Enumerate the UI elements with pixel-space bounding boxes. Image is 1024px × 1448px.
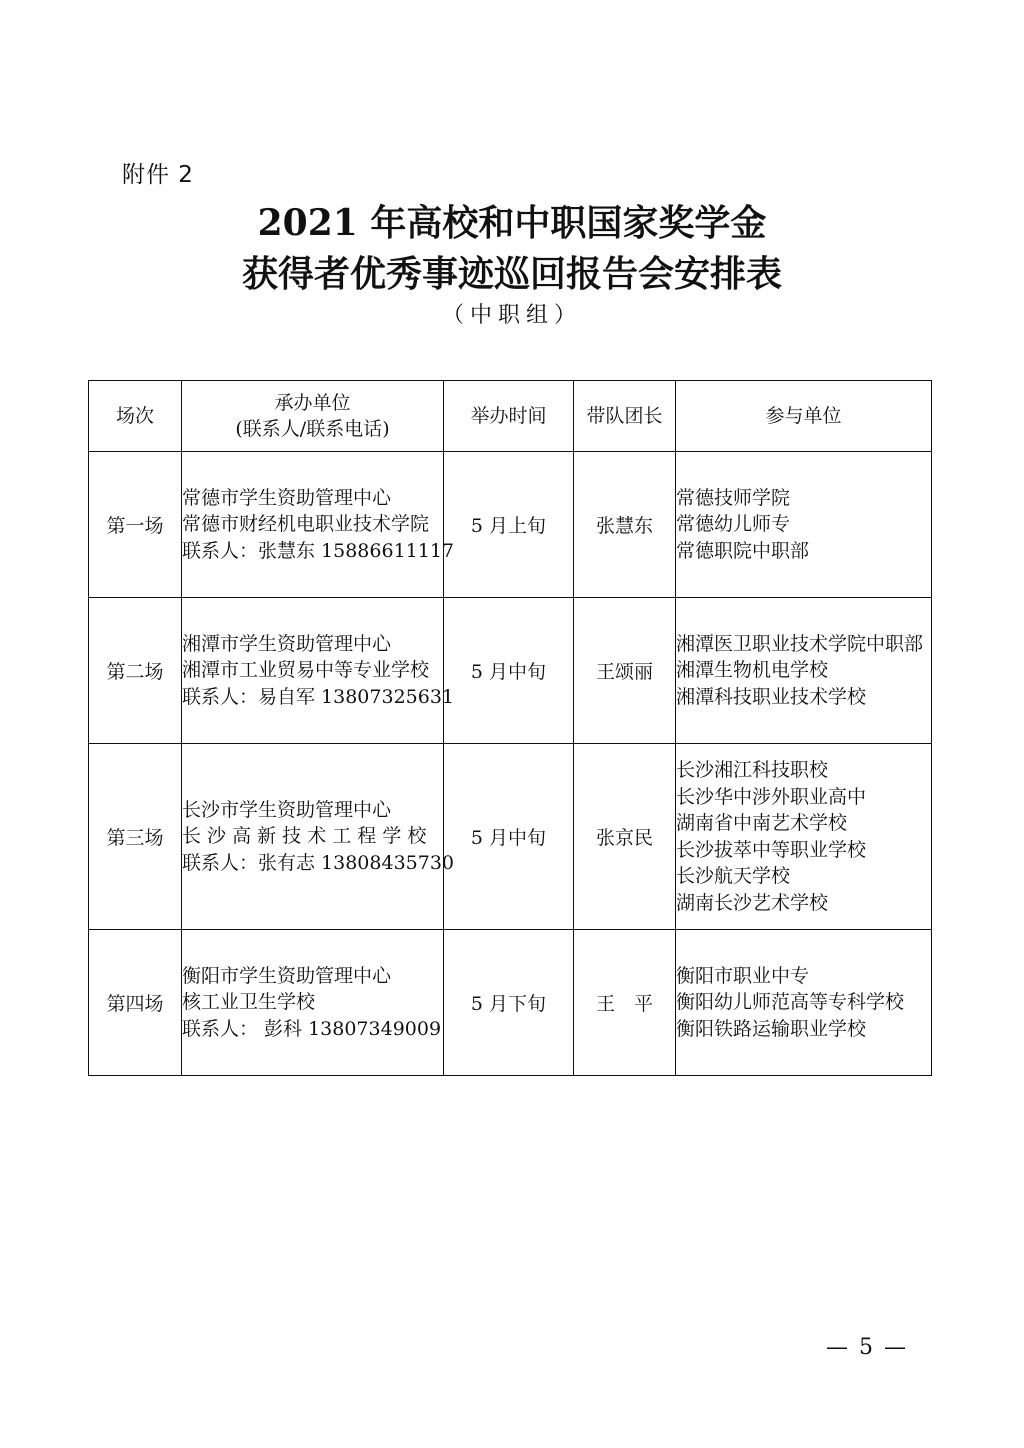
participant-line: 湖南省中南艺术学校 bbox=[676, 812, 848, 834]
header-host-line-1: 承办单位 bbox=[274, 391, 351, 414]
participant-line: 衡阳市职业中专 bbox=[676, 964, 810, 987]
participant-line: 衡阳幼儿师范高等专科学校 bbox=[676, 991, 905, 1014]
participant-line: 常德职院中职部 bbox=[676, 539, 810, 562]
host-cell bbox=[182, 598, 455, 744]
host-line: 衡阳市学生资助管理中心 bbox=[182, 964, 392, 987]
host-cell bbox=[182, 452, 455, 598]
leader-cell: 张慧东 bbox=[574, 452, 676, 598]
participant-line: 衡阳铁路运输职业学校 bbox=[676, 1017, 867, 1040]
header-participants: 参与单位 bbox=[676, 381, 932, 452]
header-leader: 带队团长 bbox=[574, 381, 676, 452]
page-number: — 5 — bbox=[826, 1335, 908, 1360]
host-line: 湘潭市学生资助管理中心 bbox=[182, 632, 392, 655]
leader-cell: 王颂丽 bbox=[574, 598, 676, 744]
host-line: 联系人：易自军 13807325631 bbox=[182, 685, 455, 708]
session-cell: 第二场 bbox=[89, 598, 182, 744]
host-line: 长 沙 高 新 技 术 工 程 学 校 bbox=[182, 825, 427, 848]
participant-line: 长沙航天学校 bbox=[676, 865, 791, 887]
participant-line: 常德幼儿师专 bbox=[676, 513, 791, 536]
document-title-line-1: 2021 年高校和中职国家奖学金 bbox=[257, 202, 767, 244]
time-cell: 5 月中旬 bbox=[444, 744, 574, 930]
participant-line: 常德技师学院 bbox=[676, 486, 791, 509]
time-cell: 5 月中旬 bbox=[444, 598, 574, 744]
table-row bbox=[89, 598, 932, 744]
participant-line: 长沙拔萃中等职业学校 bbox=[676, 838, 867, 861]
participant-line: 湘潭科技职业技术学校 bbox=[676, 685, 867, 708]
host-line: 长沙市学生资助管理中心 bbox=[182, 798, 392, 821]
host-line: 联系人： 彭科 13807349009 bbox=[182, 1017, 442, 1040]
host-line: 常德市财经机电职业技术学院 bbox=[182, 513, 430, 536]
schedule-table bbox=[88, 380, 932, 1076]
session-cell: 第三场 bbox=[89, 744, 182, 930]
participants-cell bbox=[676, 930, 932, 1076]
table-row bbox=[89, 452, 932, 598]
participants-cell bbox=[676, 744, 932, 930]
header-session: 场次 bbox=[89, 381, 182, 452]
header-host-line-2: (联系人/联系电话) bbox=[235, 418, 390, 440]
host-line: 联系人：张有志 13808435730 bbox=[182, 851, 455, 874]
host-line: 核工业卫生学校 bbox=[182, 991, 316, 1014]
participant-line: 湖南长沙艺术学校 bbox=[676, 891, 829, 914]
session-cell: 第一场 bbox=[89, 452, 182, 598]
host-line: 联系人：张慧东 15886611117 bbox=[182, 539, 455, 562]
host-line: 常德市学生资助管理中心 bbox=[182, 486, 392, 509]
host-line: 湘潭市工业贸易中等专业学校 bbox=[182, 659, 430, 682]
table-header-row bbox=[89, 381, 932, 452]
document-title-line-2: 获得者优秀事迹巡回报告会安排表 bbox=[241, 253, 782, 295]
session-cell: 第四场 bbox=[89, 930, 182, 1076]
participant-line: 湘潭生物机电学校 bbox=[676, 659, 829, 682]
participant-line: 长沙华中涉外职业高中 bbox=[676, 785, 867, 808]
time-cell: 5 月下旬 bbox=[444, 930, 574, 1076]
attachment-label: 附件 2 bbox=[122, 162, 194, 188]
table-row bbox=[89, 744, 932, 930]
document-subtitle: （中职组） bbox=[441, 303, 582, 328]
host-cell bbox=[182, 744, 455, 930]
leader-cell: 王 平 bbox=[574, 930, 676, 1076]
participant-line: 长沙湘江科技职校 bbox=[676, 759, 829, 781]
time-cell: 5 月上旬 bbox=[444, 452, 574, 598]
leader-cell: 张京民 bbox=[574, 744, 676, 930]
participants-cell bbox=[676, 452, 932, 598]
participants-cell bbox=[676, 598, 932, 744]
host-cell bbox=[182, 930, 444, 1076]
header-host bbox=[182, 381, 444, 452]
participant-line: 湘潭医卫职业技术学院中职部 bbox=[676, 632, 924, 655]
header-time: 举办时间 bbox=[444, 381, 574, 452]
table-row bbox=[89, 930, 932, 1076]
